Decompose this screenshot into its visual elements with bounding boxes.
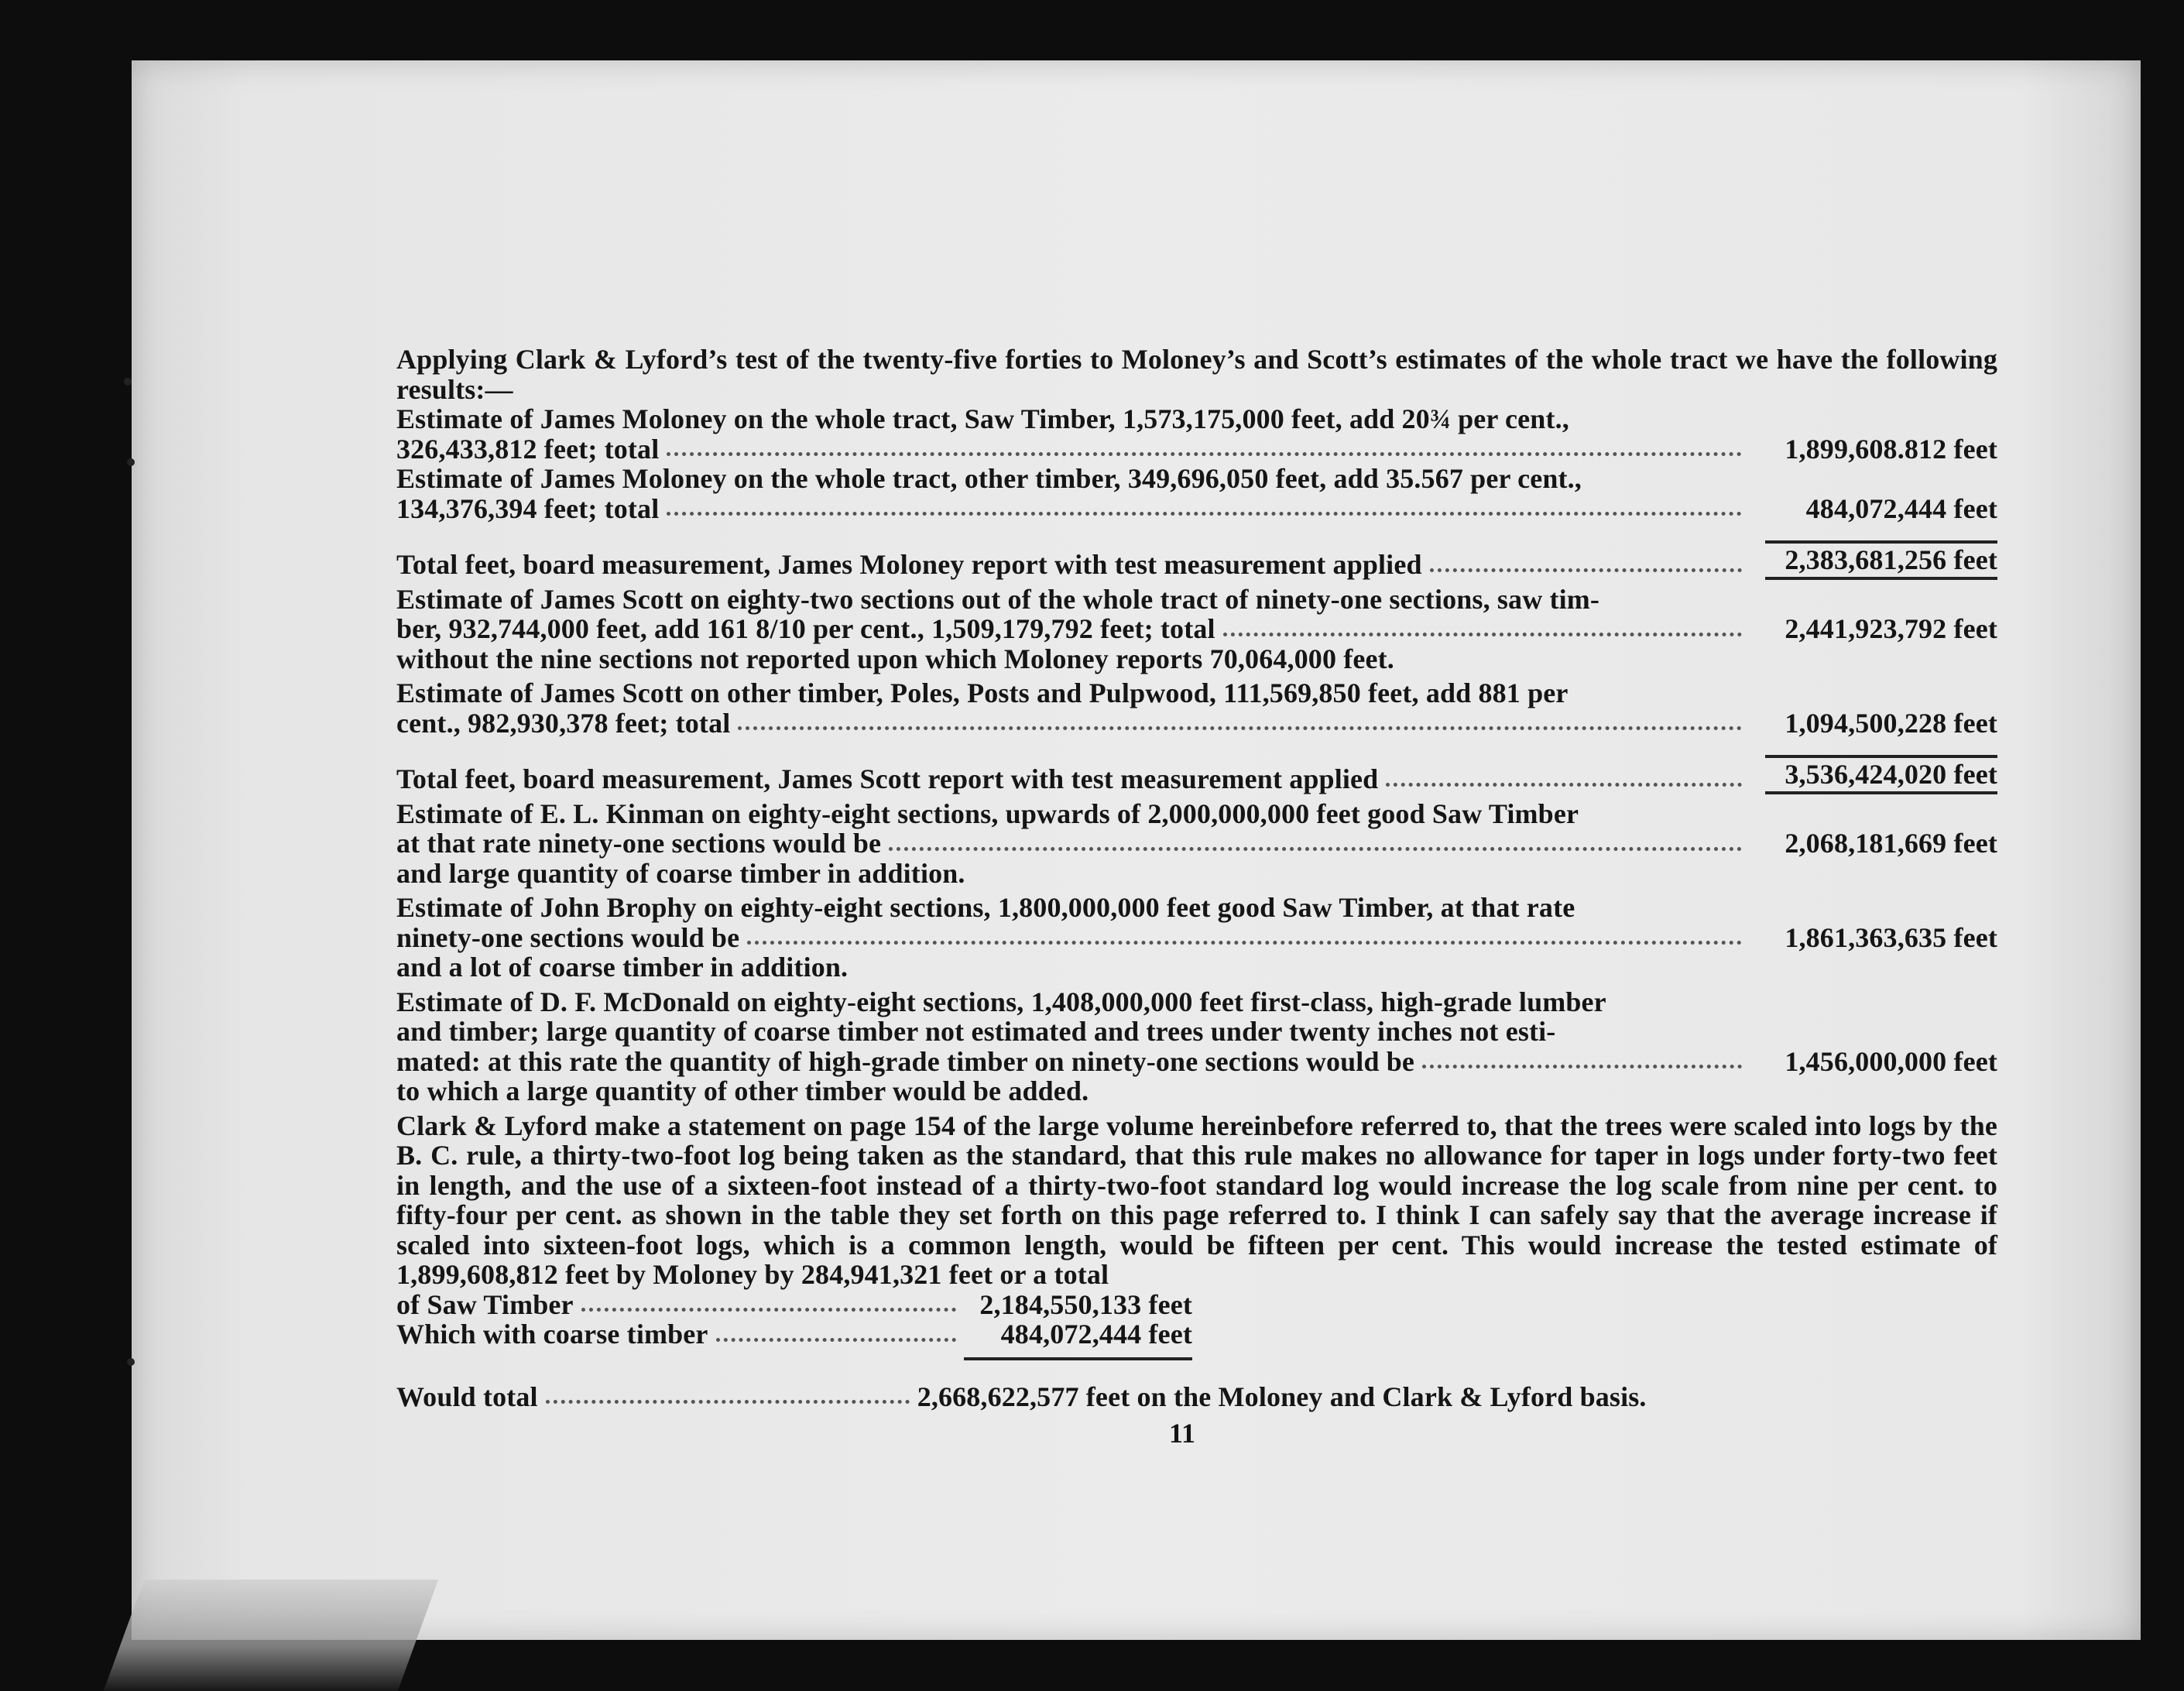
dot-leader: [1422, 1065, 1742, 1068]
subtotal-amount: 2,184,550,133 feet: [979, 1288, 1192, 1320]
total-label: Total feet, board measurement, James Scott report with test measurement applied: [396, 763, 1379, 794]
binding-mark: [127, 458, 135, 466]
entry-label: at that rate ninety-one sections would be: [396, 828, 882, 859]
total-scott: [396, 755, 1997, 794]
entry-note: to which a large quantity of other timber would be added.: [396, 1075, 1089, 1106]
entry-text: Estimate of James Scott on other timber, Poles, Posts and Pulpwood, 111,569,850 feet, add 881 per: [396, 677, 1569, 708]
entry-label: 134,376,394 feet; total: [396, 492, 660, 524]
entry-amount: 484,072,444 feet: [1805, 492, 1997, 524]
dot-leader: [889, 847, 1742, 851]
entry-kinman: [396, 799, 1997, 889]
dot-leader: [581, 1308, 956, 1312]
total-amount: 2,383,681,256 feet: [1765, 540, 1997, 580]
dot-leader: [1430, 568, 1742, 572]
dot-leader: [747, 941, 1742, 945]
dot-leader: [716, 1338, 956, 1342]
intro-paragraph: Applying Clark & Lyford’s test of the twenty-five forties to Moloney’s and Scott’s estimates of the whole tract we have the following results:—: [396, 344, 1997, 405]
entry-scott-other: [396, 678, 1997, 738]
entry-moloney-other: [396, 463, 1997, 524]
page-fold-shadow: [104, 1580, 438, 1691]
dot-leader: [1386, 783, 1742, 787]
dot-leader: [738, 726, 1742, 730]
entry-label: ber, 932,744,000 feet, add 161 8/10 per cent., 1,509,179,792 feet; total: [396, 613, 1215, 644]
entry-scott-sawtimber: [396, 585, 1997, 674]
dot-leader: [667, 512, 1742, 516]
subtotal-amount: 484,072,444 feet: [1000, 1319, 1192, 1350]
entry-amount: 1,094,500,228 feet: [1785, 707, 1997, 739]
entry-label: 326,433,812 feet; total: [396, 433, 660, 465]
entry-amount: 1,861,363,635 feet: [1785, 921, 1997, 953]
entry-brophy: [396, 893, 1997, 983]
closing-paragraph: Clark & Lyford make a statement on page 154 of the large volume hereinbefore referred to, that the trees were scaled into logs by the B. C. rule, a thirty-two-foot log being taken as the standard, that this rule makes no allowance for taper in logs under forty-two feet in length, and the use of a sixteen-foot instead of a thirty-two-foot standard log would increase the log scale from nine per cent. to fifty-four per cent. as shown in the table they set forth on this page referred to. I think I can safely say that the average increase if scaled into sixteen-foot logs, which is a common length, would be fifteen per cent. This would increase the tested estimate of 1,899,608,812 feet by Moloney by 284,941,321 feet or a total: [396, 1110, 1997, 1290]
entry-text: Estimate of James Moloney on the whole tract, Saw Timber, 1,573,175,000 feet, add 20¾ per cent.,: [396, 403, 1569, 434]
entry-label: cent., 982,930,378 feet; total: [396, 707, 731, 739]
grand-total-line: [396, 1382, 1997, 1412]
binding-mark: [124, 378, 132, 386]
grand-total-label: Would total: [396, 1381, 538, 1412]
binding-mark: [127, 1358, 135, 1366]
grand-total-amount: 2,668,622,577 feet on the Moloney and Clark & Lyford basis.: [917, 1381, 1647, 1412]
entry-text: Estimate of E. L. Kinman on eighty-eight sections, upwards of 2,000,000,000 feet good Saw Timber: [396, 797, 1579, 829]
entry-note: and a lot of coarse timber in addition.: [396, 952, 849, 983]
document-body: [396, 345, 1997, 1411]
entry-note: and large quantity of coarse timber in addition.: [396, 857, 965, 889]
coarse-timber-line: [396, 1319, 1192, 1350]
entry-text: Estimate of James Scott on eighty-two sections out of the whole tract of ninety-one sections, saw tim-: [396, 583, 1600, 615]
entry-label: ninety-one sections would be: [396, 921, 740, 953]
entry-amount: 1,456,000,000 feet: [1785, 1045, 1997, 1077]
entry-label: mated: at this rate the quantity of high-grade timber on ninety-one sections would be: [396, 1045, 1415, 1077]
entry-moloney-saw: [396, 403, 1997, 465]
dot-leader: [667, 452, 1742, 456]
entry-text: Estimate of D. F. McDonald on eighty-eight sections, 1,408,000,000 feet first-class, high-grade lumber: [396, 986, 1606, 1017]
entry-text: Estimate of John Brophy on eighty-eight sections, 1,800,000,000 feet good Saw Timber, at that rate: [396, 892, 1575, 923]
page-number: 11: [1169, 1418, 1196, 1449]
sum-rule: [964, 1357, 1192, 1360]
subtotal-label: of Saw Timber: [396, 1288, 574, 1320]
entry-amount: 2,068,181,669 feet: [1785, 828, 1997, 859]
subtotal-label: Which with coarse timber: [396, 1319, 708, 1350]
entry-text: and timber; large quantity of coarse timber not estimated and trees under twenty inches not esti-: [396, 1016, 1556, 1047]
total-moloney: [396, 540, 1997, 580]
total-label: Total feet, board measurement, James Moloney report with test measurement applied: [396, 549, 1422, 580]
dot-leader: [546, 1400, 910, 1404]
dot-leader: [1223, 633, 1742, 636]
entry-text: Estimate of James Moloney on the whole tract, other timber, 349,696,050 feet, add 35.567 per cent.,: [396, 463, 1582, 494]
entry-amount: 1,899,608.812 feet: [1785, 433, 1997, 465]
entry-note: without the nine sections not reported upon which Moloney reports 70,064,000 feet.: [396, 643, 1394, 674]
entry-amount: 2,441,923,792 feet: [1785, 613, 1997, 644]
saw-timber-line: [396, 1290, 1192, 1320]
total-amount: 3,536,424,020 feet: [1765, 755, 1997, 794]
entry-mcdonald: [396, 987, 1997, 1106]
